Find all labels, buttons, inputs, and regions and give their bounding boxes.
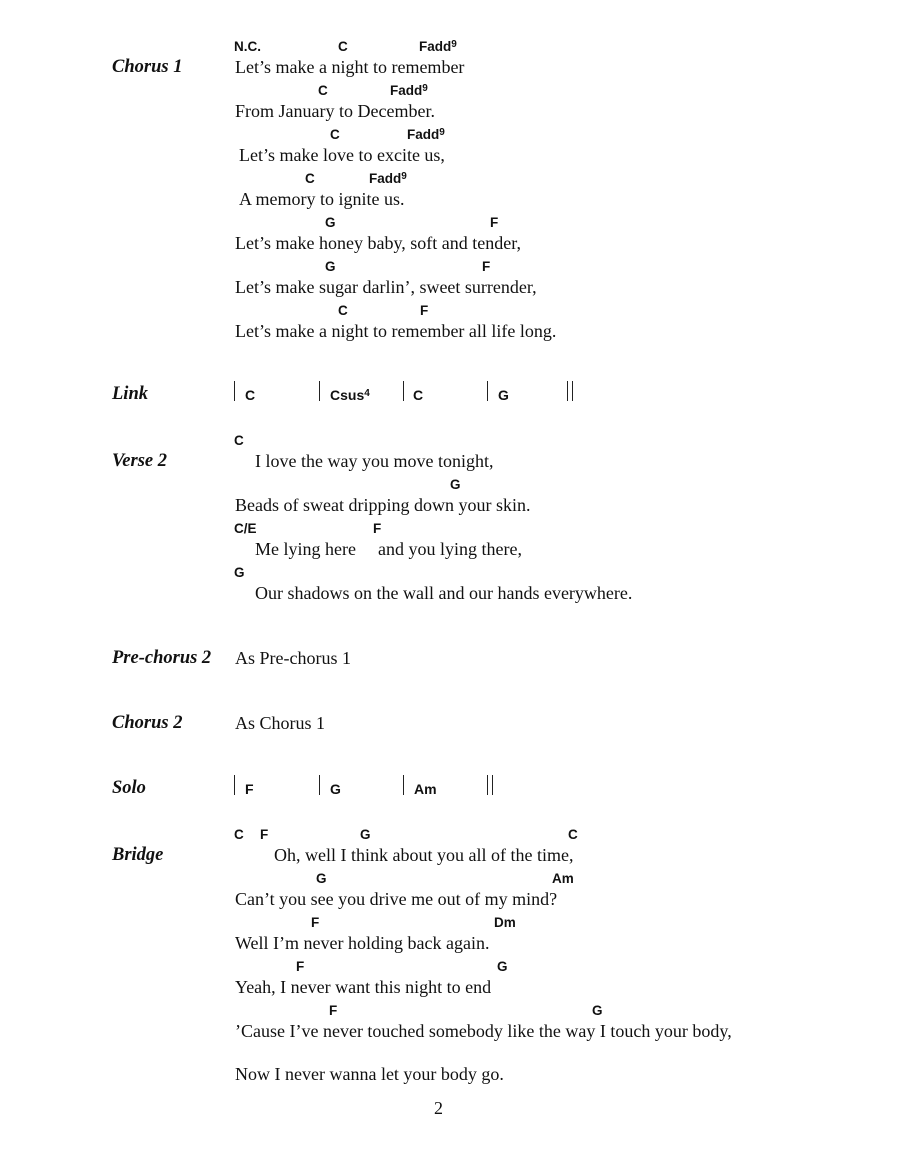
lyric-line: Beads of sweat dripping down your skin. — [235, 495, 531, 515]
lyric-line: Can’t you see you drive me out of my mind? — [235, 889, 558, 909]
chord-symbol: Am — [414, 781, 437, 797]
chord-f: F — [296, 959, 305, 974]
bar-line — [403, 775, 404, 795]
chord-text: Fadd — [407, 127, 440, 142]
chord-superscript: 9 — [422, 83, 428, 94]
chord-text: Fadd — [390, 83, 423, 98]
chord-am: Am — [552, 871, 574, 886]
chord-fadd9 — [369, 171, 407, 189]
lyric-line: A memory to ignite us. — [239, 189, 405, 209]
page-number: 2 — [434, 1098, 443, 1118]
chord-c: C — [338, 39, 348, 54]
bar-line — [234, 381, 235, 401]
chord-symbol — [330, 387, 370, 406]
chord-c: C — [234, 827, 244, 842]
bar-line — [319, 381, 320, 401]
chord-fadd9 — [419, 39, 457, 57]
lyric-line: Let’s make sugar darlin’, sweet surrender, — [235, 277, 537, 297]
chord-g: G — [234, 565, 245, 580]
chord-g: G — [360, 827, 371, 842]
chord-g: G — [325, 259, 336, 274]
bar-line — [319, 775, 320, 795]
chord-f: F — [373, 521, 382, 536]
chord-c: C — [234, 433, 244, 448]
lyric-line: Oh, well I think about you all of the time, — [274, 845, 574, 865]
lyric-line: and you lying there, — [378, 539, 522, 559]
chord-superscript: 9 — [439, 127, 445, 138]
lyric-line: ’Cause I’ve never touched somebody like the way I touch your body, — [235, 1021, 732, 1041]
chord-fadd9 — [390, 83, 428, 101]
chord-c: C — [568, 827, 578, 842]
chord-f: F — [329, 1003, 338, 1018]
section-label-chorus-2: Chorus 2 — [112, 713, 183, 733]
chord-c: C — [338, 303, 348, 318]
chord-text: Fadd — [419, 39, 452, 54]
bar-line — [403, 381, 404, 401]
chord-dm: Dm — [494, 915, 516, 930]
section-instruction: As Pre-chorus 1 — [235, 648, 351, 668]
chord-f: F — [311, 915, 320, 930]
chord-f: F — [260, 827, 269, 842]
chord-g: G — [325, 215, 336, 230]
lyric-line: I love the way you move tonight, — [255, 451, 494, 471]
chord-symbol: G — [498, 387, 509, 403]
chord-c-over-e: C/E — [234, 521, 257, 536]
chord-f: F — [482, 259, 491, 274]
chord-fadd9 — [407, 127, 445, 145]
section-instruction: As Chorus 1 — [235, 713, 326, 733]
chord-g: G — [450, 477, 461, 492]
lyric-line: Well I’m never holding back again. — [235, 933, 490, 953]
chord-g: G — [316, 871, 327, 886]
chord-symbol: C — [245, 387, 256, 403]
lyric-line: Me lying here — [255, 539, 356, 559]
chord-text: Fadd — [369, 171, 402, 186]
section-label-chorus-1: Chorus 1 — [112, 57, 183, 77]
lyric-line: Our shadows on the wall and our hands everywhere. — [255, 583, 633, 603]
chord-superscript: 9 — [401, 171, 407, 182]
section-label-link: Link — [112, 384, 148, 404]
lyric-line: Now I never wanna let your body go. — [235, 1064, 504, 1084]
bar-line — [234, 775, 235, 795]
double-bar-line — [567, 381, 573, 401]
section-label-solo: Solo — [112, 778, 146, 798]
chord-superscript: 4 — [364, 388, 370, 399]
section-label-bridge: Bridge — [112, 845, 164, 865]
chord-f: F — [490, 215, 499, 230]
double-bar-line — [487, 775, 493, 795]
chord-c: C — [305, 171, 315, 186]
section-label-verse-2: Verse 2 — [112, 451, 167, 471]
chord-symbol: G — [330, 781, 341, 797]
lyric-line: From January to December. — [235, 101, 435, 121]
lyric-line: Yeah, I never want this night to end — [235, 977, 492, 997]
chord-g: G — [592, 1003, 603, 1018]
chord-superscript: 9 — [451, 39, 457, 50]
lyric-line: Let’s make love to excite us, — [239, 145, 445, 165]
lyric-line: Let’s make honey baby, soft and tender, — [235, 233, 522, 253]
lyric-line: Let’s make a night to remember all life long. — [235, 321, 557, 341]
chord-f: F — [420, 303, 429, 318]
chord-text: Csus — [330, 387, 365, 403]
chord-nc: N.C. — [234, 39, 261, 54]
chord-c: C — [330, 127, 340, 142]
chord-symbol: F — [245, 781, 254, 797]
chord-g: G — [497, 959, 508, 974]
bar-line — [487, 381, 488, 401]
lyric-line: Let’s make a night to remember — [235, 57, 465, 77]
section-label-pre-chorus-2: Pre-chorus 2 — [112, 648, 212, 668]
chord-c: C — [318, 83, 328, 98]
chord-symbol: C — [413, 387, 424, 403]
